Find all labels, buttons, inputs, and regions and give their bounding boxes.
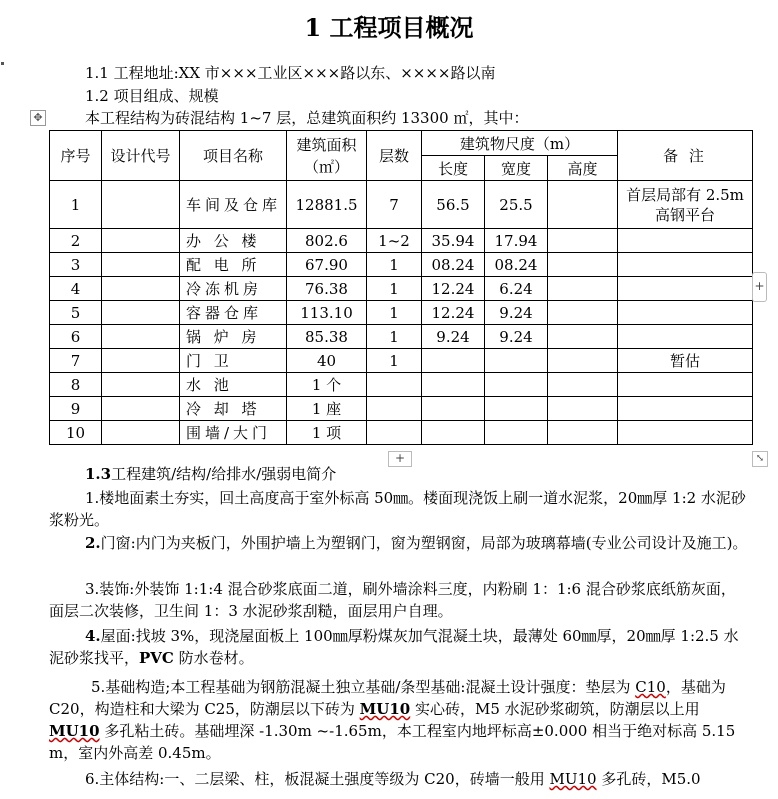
p5-c10: C10 — [635, 678, 666, 696]
text-cursor-mark — [1, 62, 4, 65]
cell-width: 25.5 — [485, 181, 548, 229]
cell-length: 08.24 — [422, 253, 485, 277]
table-row — [50, 181, 753, 229]
cell-name: 车间及仓库 — [180, 181, 287, 229]
add-row-button[interactable]: + — [388, 451, 412, 467]
cell-floors: 1 — [367, 253, 422, 277]
cell-no: 1 — [50, 181, 102, 229]
cell-length — [422, 373, 485, 397]
cell-width — [485, 421, 548, 445]
paragraph-foundation — [49, 676, 749, 764]
add-column-button[interactable]: + — [752, 272, 767, 302]
cell-code — [102, 229, 180, 253]
cell-code — [102, 181, 180, 229]
cell-floors: 1 — [367, 325, 422, 349]
cell-code — [102, 301, 180, 325]
cell-area: 76.38 — [287, 277, 367, 301]
header-height: 高度 — [548, 156, 618, 181]
cell-height — [548, 277, 618, 301]
p2-text: 门窗:内门为夹板门，外围护墙上为塑钢门，窗为塑钢窗，局部为玻璃幕墙(专业公司设计及施工)。 — [100, 534, 748, 552]
cell-name: 水 池 — [180, 373, 287, 397]
cell-name: 容器仓库 — [180, 301, 287, 325]
cell-height — [548, 181, 618, 229]
table-row — [50, 229, 753, 253]
cell-note: 暂估 — [618, 349, 753, 373]
cell-height — [548, 421, 618, 445]
cell-no: 7 — [50, 349, 102, 373]
paragraph-floor: 1.楼地面素土夯实，回土高度高于室外标高 50㎜。楼面现浇饭上刷一道水泥浆，20㎜厚 1:2 水泥砂浆粉光。 — [49, 489, 746, 529]
cell-name: 配 电 所 — [180, 253, 287, 277]
table-row — [50, 397, 753, 421]
cell-code — [102, 373, 180, 397]
cell-width — [485, 397, 548, 421]
cell-length — [422, 397, 485, 421]
cell-area: 1 项 — [287, 421, 367, 445]
cell-area: 802.6 — [287, 229, 367, 253]
cell-name: 办 公 楼 — [180, 229, 287, 253]
cell-name: 门 卫 — [180, 349, 287, 373]
cell-note — [618, 325, 753, 349]
cell-floors — [367, 397, 422, 421]
cell-length: 56.5 — [422, 181, 485, 229]
table-row — [50, 253, 753, 277]
header-name: 项目名称 — [180, 131, 287, 181]
cell-note — [618, 397, 753, 421]
cell-height — [548, 301, 618, 325]
cell-width: 6.24 — [485, 277, 548, 301]
cell-note — [618, 229, 753, 253]
table-move-handle-icon[interactable]: ✥ — [30, 110, 46, 126]
cell-note — [618, 301, 753, 325]
cell-no: 2 — [50, 229, 102, 253]
page-title: 1 工程项目概况 — [304, 13, 474, 42]
cell-length: 9.24 — [422, 325, 485, 349]
cell-length: 12.24 — [422, 301, 485, 325]
cell-no: 3 — [50, 253, 102, 277]
cell-no: 8 — [50, 373, 102, 397]
header-dims: 建筑物尺度（m） — [422, 131, 618, 156]
table-row — [50, 301, 753, 325]
cell-code — [102, 325, 180, 349]
cell-height — [548, 325, 618, 349]
cell-name: 冷冻机房 — [180, 277, 287, 301]
p5-text-a: 5.基础构造;本工程基础为钢筋混凝土独立基础/条型基础:混凝土设计强度：垫层为 — [91, 678, 636, 696]
p4-number: 4. — [85, 627, 101, 645]
structure-summary: 本工程结构为砖混结构 1~7 层，总建筑面积约 13300 ㎡，其中： — [85, 109, 529, 127]
header-note: 备 注 — [618, 131, 753, 181]
cell-length — [422, 349, 485, 373]
cell-floors: 1 — [367, 301, 422, 325]
paragraph-roof — [49, 625, 749, 669]
composition-heading: 1.2 项目组成、规模 — [85, 87, 219, 105]
cell-code — [102, 397, 180, 421]
header-width: 宽度 — [485, 156, 548, 181]
p6-text-b: 多孔砖，M5.0 — [596, 770, 701, 788]
cell-area: 113.10 — [287, 301, 367, 325]
cell-width — [485, 373, 548, 397]
cell-floors: 1~2 — [367, 229, 422, 253]
cell-floors — [367, 421, 422, 445]
cell-width: 9.24 — [485, 301, 548, 325]
cell-note — [618, 373, 753, 397]
table-body — [50, 181, 753, 445]
cell-width — [485, 349, 548, 373]
cell-area: 1 个 — [287, 373, 367, 397]
table-row — [50, 373, 753, 397]
table-resize-handle-icon[interactable]: ⤡ — [752, 451, 768, 467]
cell-height — [548, 397, 618, 421]
p5-text-b: ，基础为 C20，构造柱和大梁为 C25，防潮层以下砖为 — [49, 678, 726, 718]
p6-mu10: MU10 — [549, 770, 597, 788]
cell-width: 08.24 — [485, 253, 548, 277]
p6-text-a: 6.主体结构:一、二层梁、柱，板混凝土强度等级为 C20，砖墙一般用 — [85, 770, 550, 788]
cell-no: 6 — [50, 325, 102, 349]
cell-floors — [367, 373, 422, 397]
cell-area: 85.38 — [287, 325, 367, 349]
table-row — [50, 349, 753, 373]
cell-note — [618, 421, 753, 445]
paragraph-doors-windows — [49, 532, 749, 554]
p5-mu10-b: MU10 — [49, 722, 100, 740]
table-row — [50, 325, 753, 349]
header-code: 设计代号 — [102, 131, 180, 181]
cell-area: 67.90 — [287, 253, 367, 277]
section-title: 工程建筑/结构/给排水/强弱电简介 — [111, 465, 337, 483]
cell-area: 1 座 — [287, 397, 367, 421]
cell-height — [548, 349, 618, 373]
cell-note — [618, 253, 753, 277]
table-row — [50, 421, 753, 445]
project-table — [49, 130, 753, 445]
cell-length: 35.94 — [422, 229, 485, 253]
table-row — [50, 277, 753, 301]
cell-floors: 1 — [367, 349, 422, 373]
header-length: 长度 — [422, 156, 485, 181]
cell-code — [102, 253, 180, 277]
cell-name: 围墙/大门 — [180, 421, 287, 445]
p4-text-a: 屋面:找坡 3%，现浇屋面板上 100㎜厚粉煤灰加气混凝土块，最薄处 60㎜厚，20㎜厚 1:2.5 水泥砂浆找平， — [49, 627, 739, 667]
cell-code — [102, 277, 180, 301]
p4-pvc: PVC — [139, 649, 174, 667]
cell-no: 10 — [50, 421, 102, 445]
cell-floors: 1 — [367, 277, 422, 301]
cell-code — [102, 349, 180, 373]
header-no: 序号 — [50, 131, 102, 181]
cell-height — [548, 373, 618, 397]
cell-length — [422, 421, 485, 445]
cell-name: 冷 却 塔 — [180, 397, 287, 421]
header-area: 建筑面积（㎡） — [287, 131, 367, 181]
cell-width: 9.24 — [485, 325, 548, 349]
cell-height — [548, 253, 618, 277]
cell-width: 17.94 — [485, 229, 548, 253]
cell-area: 40 — [287, 349, 367, 373]
p5-mu10-a: MU10 — [359, 700, 411, 718]
cell-no: 5 — [50, 301, 102, 325]
cell-note — [618, 277, 753, 301]
p5-text-d: 多孔粘土砖。基础埋深 -1.30m ~-1.65m，本工程室内地坪标高±0.000 相当于绝对标高 5.15 m，室内外高差 0.45m。 — [49, 722, 736, 762]
section-number: 1.3 — [85, 465, 112, 483]
p4-text-b: 防水卷材。 — [173, 649, 254, 667]
p2-number: 2. — [85, 534, 101, 552]
cell-note: 首层局部有 2.5m 高钢平台 — [618, 181, 753, 229]
cell-height — [548, 229, 618, 253]
cell-floors: 7 — [367, 181, 422, 229]
header-floors: 层数 — [367, 131, 422, 181]
section-1-3-heading — [85, 463, 336, 484]
cell-length: 12.24 — [422, 277, 485, 301]
cell-name: 锅 炉 房 — [180, 325, 287, 349]
cell-code — [102, 421, 180, 445]
cell-area: 12881.5 — [287, 181, 367, 229]
paragraph-decoration: 3.装饰:外装饰 1:1:4 混合砂浆底面二道，刷外墙涂料三度，内粉刷 1：1:6 混合砂浆底纸筋灰面，面层二次装修，卫生间 1：3 水泥砂浆刮糙，面层用户自理。 — [49, 580, 736, 620]
cell-no: 4 — [50, 277, 102, 301]
p5-text-c: 实心砖，M5 水泥砂浆砌筑，防潮层以上用 — [410, 700, 700, 718]
paragraph-main-structure — [49, 768, 749, 790]
address-line: 1.1 工程地址:XX 市×××工业区×××路以东、××××路以南 — [85, 64, 496, 82]
cell-no: 9 — [50, 397, 102, 421]
